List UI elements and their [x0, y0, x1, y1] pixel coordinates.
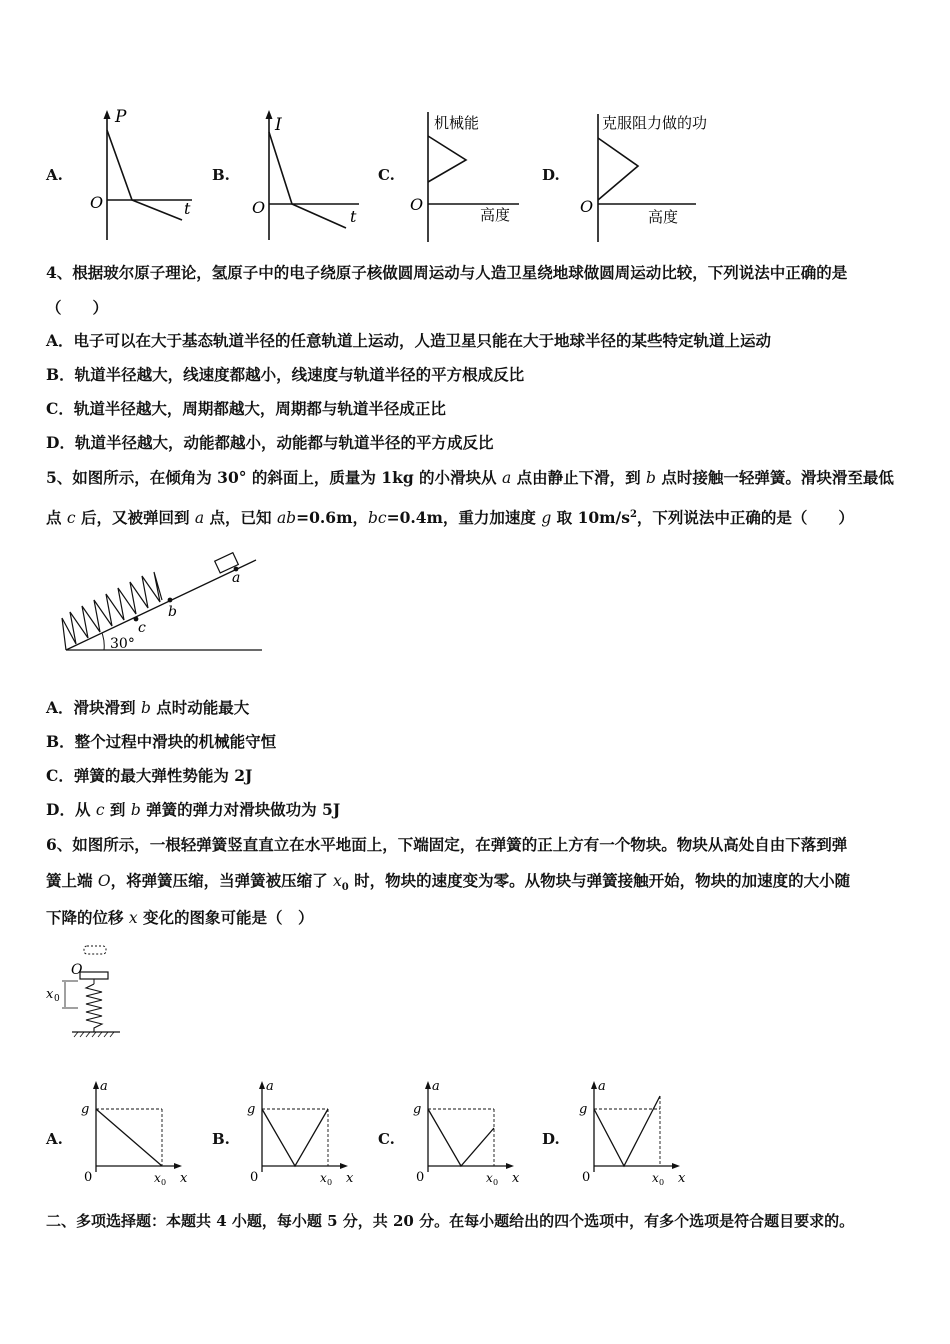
option-letter: D. — [542, 1130, 560, 1148]
section-heading: 二、多项选择题：本题共 4 小题，每小题 5 分，共 20 分。在每小题给出的四个选项中，有多个选项是符合题目要求的。 — [46, 1212, 855, 1230]
graph-a-vs-x-option-c — [408, 1076, 528, 1191]
compression-label: x — [46, 987, 54, 1002]
origin-label: 0 — [250, 1170, 259, 1185]
point-a-label: a — [232, 570, 241, 586]
var: b — [140, 699, 151, 717]
graph-a-vs-x-option-d — [574, 1076, 694, 1191]
origin-label: O — [410, 195, 424, 214]
graph-power-time — [80, 104, 200, 244]
y-axis-label: a — [432, 1079, 440, 1094]
text: 弹簧的弹力对滑块做功为 5J — [140, 800, 341, 819]
answer-blank: （ ） — [46, 298, 109, 317]
x-axis-label: x — [678, 1171, 686, 1186]
g-label: g — [81, 1102, 90, 1117]
text: 点时动能最大 — [150, 698, 250, 717]
option-b: B．整个过程中滑块的机械能守恒 — [46, 732, 277, 751]
option-d — [46, 800, 340, 820]
x0-label: x — [320, 1171, 327, 1185]
var: b — [130, 801, 141, 819]
text: 下降的位移 — [46, 908, 129, 927]
x0-label: x — [486, 1171, 493, 1185]
superscript: 2 — [629, 509, 637, 520]
option-a — [46, 698, 249, 718]
incline-spring-figure — [58, 536, 268, 658]
var: bc — [367, 509, 387, 528]
text: 取 10m/s — [551, 508, 630, 528]
text: 点，已知 — [204, 508, 277, 528]
option-letter: B. — [212, 1130, 230, 1148]
var: a — [501, 469, 512, 487]
graph-a-vs-x-option-a — [76, 1076, 196, 1191]
var: ab — [276, 509, 297, 528]
g-label: g — [579, 1102, 588, 1117]
option-b: B．轨道半径越大，线速度都越小，线速度与轨道半径的平方根成反比 — [46, 365, 525, 384]
origin-label: O — [252, 198, 266, 217]
point-b-label: b — [168, 604, 177, 620]
top-label: O — [71, 962, 83, 978]
g-label: g — [247, 1102, 256, 1117]
question-stem — [46, 908, 314, 928]
y-axis-label: I — [275, 115, 282, 135]
var: b — [646, 469, 656, 487]
x0-sub: 0 — [327, 1178, 333, 1187]
x0-label: x — [154, 1171, 161, 1185]
x0-sub: 0 — [161, 1178, 167, 1187]
text: 时，物块的速度变为零。从物块与弹簧接触开始，物块的加速度的大小随 — [348, 871, 851, 890]
y-axis-label: a — [100, 1079, 108, 1094]
x-axis-label: x — [512, 1171, 520, 1186]
question-stem — [46, 468, 894, 488]
var: x — [128, 909, 138, 927]
x0-label: x — [652, 1171, 659, 1185]
x-axis-label: t — [184, 199, 191, 218]
var: x — [333, 872, 342, 890]
option-letter: C. — [378, 166, 395, 184]
x-axis-label: 高度 — [480, 206, 511, 224]
text: ，将弹簧压缩，当弹簧被压缩了 — [110, 871, 334, 890]
option-d: D．轨道半径越大，动能都越小，动能都与轨道半径的平方成反比 — [46, 433, 494, 452]
text: ，下列说法中正确的是（ ） — [636, 508, 854, 528]
option-c: C．轨道半径越大，周期都越大，周期都与轨道半径成正比 — [46, 399, 446, 418]
question-stem — [46, 505, 854, 528]
graph-a-vs-x-option-b — [242, 1076, 362, 1191]
x0-sub: 0 — [659, 1178, 665, 1187]
option-letter: A. — [46, 166, 63, 184]
text: 5、如图所示，在倾角为 30° 的斜面上，质量为 1kg 的小滑块从 — [46, 468, 502, 487]
text: 到 — [104, 800, 131, 819]
option-a: A．电子可以在大于基态轨道半径的任意轨道上运动，人造卫星只能在大于地球半径的某些特定轨道上运动 — [46, 331, 772, 350]
y-axis-label: a — [598, 1079, 606, 1094]
origin-label: 0 — [582, 1170, 591, 1185]
point-c-label: c — [138, 620, 146, 636]
y-axis-label: P — [115, 107, 127, 127]
y-axis-label: a — [266, 1079, 274, 1094]
x-axis-label: x — [180, 1171, 188, 1186]
x-axis-label: x — [346, 1171, 354, 1186]
question-stem: 4、根据玻尔原子理论，氢原子中的电子绕原子核做圆周运动与人造卫星绕地球做圆周运动比较，下列说法中正确的是 — [46, 263, 848, 282]
text: D．从 — [46, 800, 96, 819]
y-axis-label: 克服阻力做的功 — [602, 114, 708, 132]
x0-sub: 0 — [493, 1178, 499, 1187]
option-c: C．弹簧的最大弹性势能为 2J — [46, 766, 253, 785]
text: 点由静止下滑，到 — [511, 468, 646, 487]
question-stem — [46, 871, 850, 898]
question-stem: 6、如图所示，一根轻弹簧竖直直立在水平地面上，下端固定，在弹簧的正上方有一个物块。物块从高处自由下落到弹 — [46, 835, 848, 854]
subscript: 0 — [341, 882, 349, 894]
g-label: g — [413, 1102, 422, 1117]
text: 簧上端 — [46, 871, 98, 890]
text: A．滑块滑到 — [46, 698, 141, 717]
option-letter: A. — [46, 1130, 63, 1148]
text: 点 — [46, 508, 67, 528]
y-axis-label: 机械能 — [434, 114, 480, 132]
var: c — [95, 801, 105, 819]
text: =0.4m，重力加速度 — [386, 508, 542, 528]
text: 点时接触一轻弹簧。滑块滑至最低 — [655, 468, 894, 487]
option-letter: B. — [212, 166, 230, 184]
graph-work-height — [576, 104, 736, 244]
var: g — [541, 509, 552, 528]
text: 变化的图象可能是（ ） — [137, 908, 314, 927]
var: O — [97, 872, 111, 890]
origin-label: O — [580, 197, 594, 216]
vertical-spring-figure — [44, 940, 134, 1040]
option-letter: C. — [378, 1130, 395, 1148]
compression-sub: 0 — [54, 994, 60, 1004]
x-axis-label: 高度 — [648, 208, 679, 226]
var: c — [66, 509, 76, 528]
var: a — [194, 509, 205, 528]
text: 后，又被弹回到 — [75, 508, 195, 528]
text: =0.6m， — [296, 508, 368, 528]
option-letter: D. — [542, 166, 560, 184]
graph-current-time — [244, 104, 374, 244]
origin-label: O — [90, 193, 104, 212]
angle-label: 30° — [110, 636, 135, 652]
origin-label: 0 — [416, 1170, 425, 1185]
origin-label: 0 — [84, 1170, 93, 1185]
x-axis-label: t — [350, 207, 357, 226]
graph-mechanical-energy-height — [404, 104, 534, 244]
